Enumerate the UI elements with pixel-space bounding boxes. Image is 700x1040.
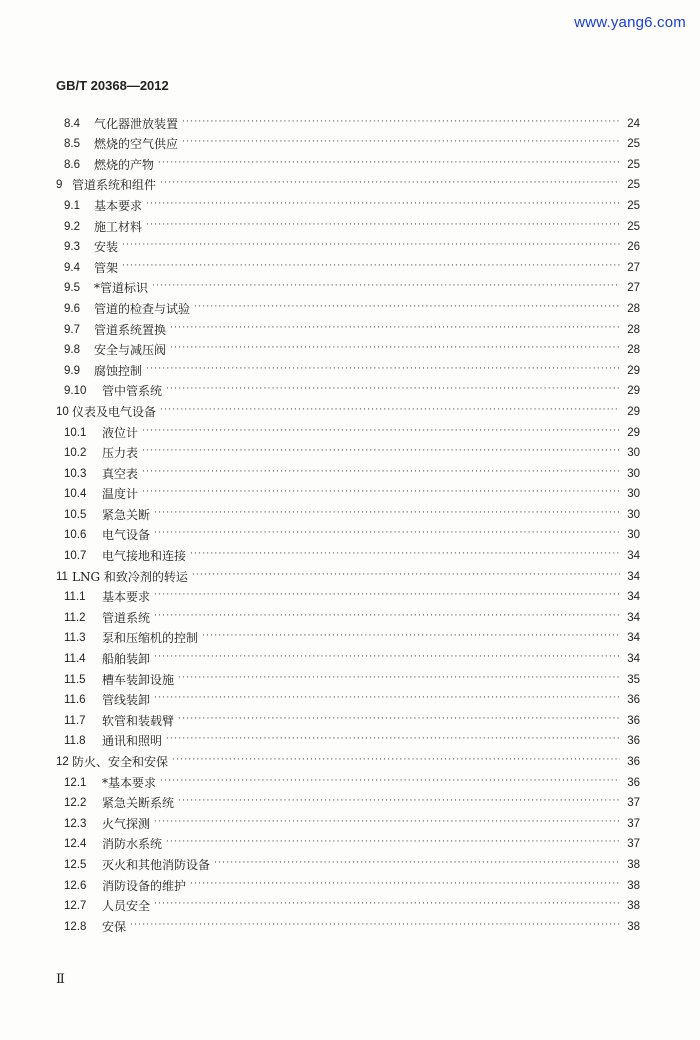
toc-dot-leader	[154, 897, 620, 911]
toc-entry-title: 液位计	[102, 425, 139, 440]
toc-entry-page: 27	[627, 282, 640, 295]
toc-section-entry[interactable]	[56, 440, 640, 461]
toc-entry-title: LNG 和致冷剂的转运	[72, 569, 188, 584]
toc-entry-page: 29	[627, 426, 640, 439]
toc-entry-title: 灭火和其他消防设备	[102, 857, 211, 872]
toc-entry-title: 泵和压缩机的控制	[102, 631, 199, 646]
toc-entry-number: 9.3	[64, 241, 80, 254]
toc-dot-leader	[122, 238, 620, 252]
toc-entry-page: 36	[627, 756, 640, 768]
toc-entry-number: 8.5	[64, 138, 80, 151]
toc-entry-title: 管架	[94, 260, 119, 275]
toc-entry-title: 安保	[102, 919, 127, 934]
toc-section-entry[interactable]	[56, 831, 640, 852]
toc-entry-title: 管线装卸	[102, 693, 151, 708]
toc-entry-title: 防火、安全和安保	[72, 755, 169, 769]
toc-dot-leader	[154, 815, 620, 829]
toc-entry-number: 9.8	[64, 344, 80, 357]
toc-entry-title: 消防水系统	[102, 837, 163, 852]
toc-dot-leader	[166, 835, 620, 849]
toc-entry-number: 11.6	[64, 694, 86, 707]
toc-entry-page: 34	[627, 653, 640, 666]
toc-section-entry[interactable]	[56, 625, 640, 646]
toc-entry-number: 10.3	[64, 467, 87, 480]
toc-entry-page: 38	[627, 858, 640, 871]
toc-dot-leader	[202, 629, 620, 643]
toc-entry-page: 38	[627, 900, 640, 913]
toc-section-entry[interactable]	[56, 378, 640, 399]
toc-section-entry[interactable]	[56, 604, 640, 625]
toc-entry-title: 消防设备的维护	[102, 878, 187, 893]
toc-entry-page: 36	[627, 776, 640, 789]
toc-section-entry[interactable]	[56, 851, 640, 872]
toc-entry-number: 9.5	[64, 282, 80, 295]
toc-entry-number: 11.1	[64, 591, 86, 604]
toc-entry-number: 10.7	[64, 550, 87, 563]
toc-entry-page: 29	[627, 385, 640, 398]
toc-section-entry[interactable]	[56, 522, 640, 543]
toc-dot-leader	[160, 774, 620, 788]
toc-section-entry[interactable]	[56, 790, 640, 811]
toc-entry-title: 基本要求	[102, 590, 151, 605]
toc-section-entry[interactable]	[56, 192, 640, 213]
toc-entry-number: 10.4	[64, 488, 87, 501]
toc-entry-title: 管道系统置换	[94, 322, 167, 337]
toc-dot-leader	[182, 115, 620, 129]
toc-entry-number: 10.2	[64, 447, 87, 460]
toc-entry-title: 槽车装卸设施	[102, 672, 175, 687]
toc-entry-page: 38	[627, 920, 640, 933]
toc-entry-title: 人员安全	[102, 899, 151, 914]
toc-entry-number: 10	[56, 405, 69, 418]
toc-entry-title: 安装	[94, 240, 119, 255]
toc-section-entry[interactable]	[56, 481, 640, 502]
toc-entry-title: 安全与减压阀	[94, 343, 167, 358]
toc-entry-page: 30	[627, 508, 640, 521]
toc-dot-leader	[160, 176, 620, 190]
toc-entry-number: 10.1	[64, 426, 87, 439]
toc-entry-page: 24	[627, 117, 640, 130]
toc-entry-page: 25	[627, 138, 640, 151]
toc-entry-number: 9.1	[64, 199, 80, 212]
toc-section-entry[interactable]	[56, 728, 640, 749]
toc-entry-page: 34	[627, 570, 640, 583]
toc-section-entry[interactable]	[56, 151, 640, 172]
toc-chapter-entry[interactable]	[56, 172, 640, 193]
toc-dot-leader	[192, 568, 620, 582]
toc-entry-number: 10.5	[64, 508, 87, 521]
toc-chapter-entry[interactable]	[56, 748, 640, 769]
toc-section-entry[interactable]	[56, 687, 640, 708]
toc-entry-title: 基本要求	[94, 198, 143, 213]
toc-section-entry[interactable]	[56, 893, 640, 914]
toc-entry-title: 燃烧的空气供应	[94, 137, 179, 152]
toc-entry-number: 12.7	[64, 900, 87, 913]
toc-entry-title: 紧急关断系统	[102, 796, 175, 811]
toc-entry-number: 11.2	[64, 611, 86, 624]
toc-entry-title: 电气设备	[102, 528, 151, 543]
toc-dot-leader	[154, 650, 620, 664]
toc-entry-number: 9.2	[64, 220, 80, 233]
toc-entry-title: 电气接地和连接	[102, 549, 187, 564]
toc-entry-page: 26	[627, 241, 640, 254]
toc-entry-title: 火气探测	[102, 816, 151, 831]
toc-dot-leader	[146, 218, 620, 232]
toc-section-entry[interactable]	[56, 419, 640, 440]
toc-entry-page: 36	[627, 735, 640, 748]
toc-entry-page: 38	[627, 879, 640, 892]
toc-dot-leader	[214, 856, 620, 870]
toc-dot-leader	[170, 321, 620, 335]
toc-dot-leader	[146, 197, 620, 211]
toc-entry-title: 紧急关断	[102, 507, 151, 522]
toc-entry-title: 通讯和照明	[102, 734, 163, 749]
toc-entry-number: 11.7	[64, 714, 86, 727]
toc-entry-title: 管道系统和组件	[72, 178, 157, 193]
toc-dot-leader	[154, 609, 620, 623]
toc-entry-number: 12.2	[64, 797, 87, 810]
toc-entry-title: 管道的检查与试验	[94, 301, 191, 316]
toc-dot-leader	[142, 444, 620, 458]
toc-section-entry[interactable]	[56, 645, 640, 666]
toc-dot-leader	[182, 135, 620, 149]
toc-entry-page: 25	[627, 158, 640, 171]
toc-dot-leader	[190, 547, 620, 561]
toc-entry-number: 12.3	[64, 817, 87, 830]
toc-entry-number: 12.6	[64, 879, 87, 892]
toc-section-entry[interactable]	[56, 357, 640, 378]
toc-dot-leader	[194, 300, 620, 314]
toc-section-entry[interactable]	[56, 316, 640, 337]
toc-entry-page: 25	[627, 220, 640, 233]
toc-entry-title: 仪表及电气设备	[72, 404, 157, 419]
toc-section-entry[interactable]	[56, 913, 640, 934]
toc-entry-page: 30	[627, 467, 640, 480]
toc-dot-leader	[154, 506, 620, 520]
toc-section-entry[interactable]	[56, 460, 640, 481]
toc-entry-title: 软管和装载臂	[102, 713, 175, 728]
toc-dot-leader	[178, 794, 620, 808]
toc-entry-page: 37	[627, 817, 640, 830]
toc-dot-leader	[154, 526, 620, 540]
toc-entry-page: 36	[627, 694, 640, 707]
toc-entry-title: 气化器泄放装置	[94, 116, 179, 131]
toc-entry-title: 腐蚀控制	[94, 363, 143, 378]
toc-section-entry[interactable]	[56, 707, 640, 728]
toc-entry-page: 25	[627, 199, 640, 212]
toc-entry-title: 燃烧的产物	[94, 157, 155, 172]
toc-dot-leader	[130, 918, 620, 932]
toc-section-entry[interactable]	[56, 213, 640, 234]
watermark-link[interactable]: www.yang6.com	[574, 14, 686, 31]
toc-section-entry[interactable]	[56, 275, 640, 296]
document-code: GB/T 20368—2012	[56, 78, 169, 93]
toc-entry-title: 船舶装卸	[102, 652, 151, 667]
toc-entry-page: 36	[627, 714, 640, 727]
toc-entry-page: 30	[627, 447, 640, 460]
toc-entry-page: 30	[627, 529, 640, 542]
toc-section-entry[interactable]	[56, 295, 640, 316]
toc-entry-number: 11.4	[64, 653, 86, 666]
toc-entry-page: 29	[627, 364, 640, 377]
toc-entry-number: 11.5	[64, 673, 86, 686]
page-number: Ⅱ	[56, 972, 65, 987]
toc-entry-title: 真空表	[102, 466, 139, 481]
toc-entry-page: 25	[627, 179, 640, 192]
toc-entry-page: 27	[627, 261, 640, 274]
toc-section-entry[interactable]	[56, 872, 640, 893]
toc-entry-number: 12.1	[64, 776, 87, 789]
toc-entry-number: 12.5	[64, 858, 87, 871]
toc-dot-leader	[170, 341, 620, 355]
toc-section-entry[interactable]	[56, 810, 640, 831]
toc-entry-number: 11.3	[64, 632, 86, 645]
toc-entry-page: 34	[627, 550, 640, 563]
toc-dot-leader	[160, 403, 620, 417]
toc-entry-page: 37	[627, 797, 640, 810]
toc-entry-page: 28	[627, 323, 640, 336]
toc-section-entry[interactable]	[56, 584, 640, 605]
toc-entry-title: *基本要求	[102, 775, 157, 790]
toc-entry-number: 9	[56, 179, 63, 192]
toc-chapter-entry[interactable]	[56, 398, 640, 419]
toc-dot-leader	[154, 588, 620, 602]
toc-entry-page: 28	[627, 344, 640, 357]
table-of-contents	[56, 110, 640, 934]
toc-section-entry[interactable]	[56, 769, 640, 790]
toc-section-entry[interactable]	[56, 110, 640, 131]
toc-entry-title: 温度计	[102, 487, 139, 502]
toc-section-entry[interactable]	[56, 501, 640, 522]
toc-dot-leader	[158, 156, 620, 170]
toc-entry-number: 12.4	[64, 838, 87, 851]
toc-section-entry[interactable]	[56, 666, 640, 687]
toc-entry-number: 9.7	[64, 323, 80, 336]
toc-entry-number: 9.9	[64, 364, 80, 377]
toc-dot-leader	[152, 279, 620, 293]
toc-section-entry[interactable]	[56, 254, 640, 275]
toc-section-entry[interactable]	[56, 131, 640, 152]
toc-entry-page: 30	[627, 488, 640, 501]
toc-entry-page: 34	[627, 611, 640, 624]
toc-entry-number: 11	[56, 570, 68, 583]
toc-entry-page: 37	[627, 838, 640, 851]
toc-dot-leader	[166, 732, 620, 746]
toc-entry-number: 9.6	[64, 302, 80, 315]
toc-dot-leader	[166, 382, 620, 396]
toc-dot-leader	[178, 712, 620, 726]
toc-entry-title: 施工材料	[94, 219, 143, 234]
toc-dot-leader	[146, 362, 620, 376]
toc-entry-number: 8.6	[64, 158, 80, 171]
toc-entry-number: 10.6	[64, 529, 87, 542]
toc-entry-number: 11.8	[64, 735, 86, 748]
toc-entry-title: 压力表	[102, 446, 139, 461]
toc-entry-page: 35	[627, 673, 640, 686]
toc-section-entry[interactable]	[56, 234, 640, 255]
toc-entry-number: 12.8	[64, 920, 87, 933]
toc-entry-page: 34	[627, 591, 640, 604]
toc-dot-leader	[142, 465, 620, 479]
toc-section-entry[interactable]	[56, 542, 640, 563]
toc-section-entry[interactable]	[56, 337, 640, 358]
toc-entry-number: 8.4	[64, 117, 80, 130]
toc-entry-page: 29	[627, 405, 640, 418]
toc-entry-number: 9.10	[64, 385, 87, 398]
toc-entry-page: 34	[627, 632, 640, 645]
toc-dot-leader	[142, 485, 620, 499]
toc-dot-leader	[122, 259, 620, 273]
toc-dot-leader	[172, 753, 620, 767]
toc-dot-leader	[142, 424, 620, 438]
toc-entry-title: 管中管系统	[102, 384, 163, 399]
toc-entry-number: 9.4	[64, 261, 80, 274]
toc-entry-title: *管道标识	[94, 281, 149, 296]
toc-dot-leader	[190, 877, 620, 891]
toc-dot-leader	[178, 671, 620, 685]
toc-chapter-entry[interactable]	[56, 563, 640, 584]
toc-dot-leader	[154, 691, 620, 705]
toc-entry-title: 管道系统	[102, 610, 151, 625]
toc-entry-number: 12	[56, 756, 69, 768]
toc-entry-page: 28	[627, 302, 640, 315]
